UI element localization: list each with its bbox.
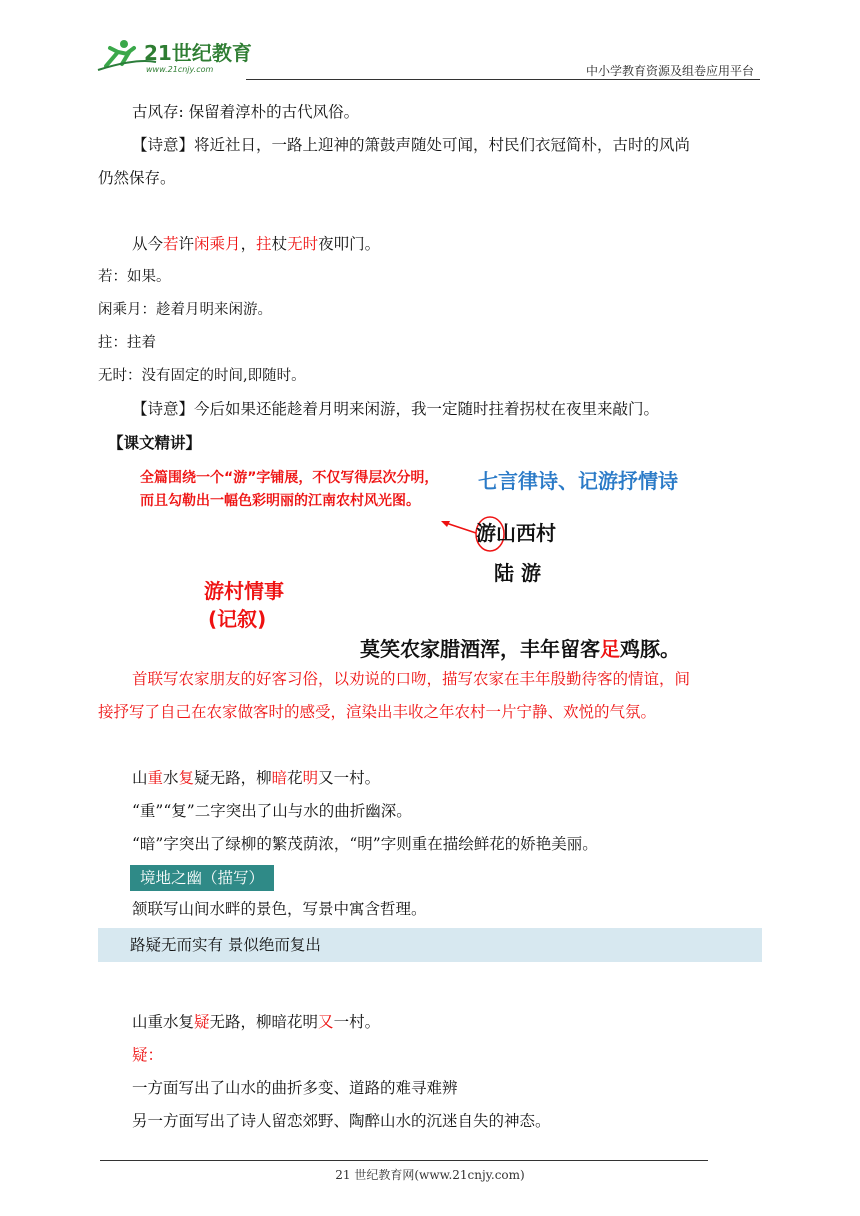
arrow-line (446, 523, 476, 533)
comment-2: “暗”字突出了绿柳的繁茂荫浓，“明”字则重在描绘鲜花的娇艳美丽。 (132, 835, 598, 853)
poem-meaning-1-cont: 仍然保存。 (98, 169, 176, 187)
verse-line-2: 山重水复疑无路，柳暗花明又一村。 (132, 769, 381, 787)
comment-1: “重”“复”二字突出了山与水的曲折幽深。 (132, 802, 412, 820)
yi-explain-1: 一方面写出了山水的曲折多变、道路的难寻难辨 (132, 1079, 458, 1097)
comment-3: 颔联写山间水畔的景色，写景中寓含哲理。 (132, 900, 427, 918)
poem-meaning-1: 【诗意】将近社日，一路上迎神的箫鼓声随处可闻，村民们衣冠简朴，古时的风尚 (132, 136, 691, 154)
analysis-red-1: 首联写农家朋友的好客习俗，以劝说的口吻，描写农家在丰年殷勤待客的情谊，间 (132, 670, 691, 688)
gloss-zhu: 拄：拄着 (98, 335, 156, 351)
figure-title: 七言律诗、记游抒情诗 (478, 469, 678, 493)
gloss-gufengcun: 古风存: 保留着淳朴的古代风俗。 (132, 103, 360, 121)
document-body (98, 96, 762, 1138)
svg-text:www.21cnjy.com: www.21cnjy.com (146, 65, 214, 74)
figure-label: 游村情事 (204, 579, 284, 603)
poem-title: 游山西村 (476, 521, 556, 545)
analysis-red-2: 接抒写了自己在农家做客时的感受，渲染出丰收之年农村一片宁静、欢悦的气氛。 (98, 703, 657, 721)
footer-divider (100, 1160, 708, 1161)
svg-text:21世纪教育: 21世纪教育 (144, 41, 252, 65)
gloss-wushi: 无时：没有固定的时间,即随时。 (98, 368, 306, 384)
analysis-figure (98, 465, 762, 663)
highlight-bar: 路疑无而实有 景似绝而复出 (98, 928, 762, 962)
platform-name: 中小学教育资源及组卷应用平台 (585, 64, 754, 78)
site-logo (96, 36, 296, 76)
page-header (96, 30, 760, 80)
scene-tag: 境地之幽（描写） (130, 865, 274, 891)
yi-explain-2: 另一方面写出了诗人留恋郊野、陶醉山水的沉迷自失的神态。 (132, 1112, 551, 1130)
label-yi: 疑： (132, 1046, 164, 1064)
gloss-ruo: 若：如果。 (98, 269, 171, 285)
verse-line-4: 从今若许闲乘月，拄杖无时夜叩门。 (132, 235, 381, 253)
poem-meaning-2: 【诗意】今后如果还能趁着月明来闲游，我一定随时拄着拐杖在夜里来敲门。 (132, 400, 660, 418)
figure-note: 全篇围绕一个“游”字铺展，不仅写得层次分明，而且勾勒出一幅色彩明丽的江南农村风光图。 (140, 470, 439, 509)
poem-author: 陆 游 (494, 561, 541, 585)
verse-line-3: 山重水复疑无路，柳暗花明又一村。 (132, 1013, 381, 1031)
section-heading: 【课文精讲】 (108, 433, 202, 452)
header-divider (246, 79, 760, 80)
gloss-xianchengyue: 闲乘月：趁着月明来闲游。 (98, 302, 272, 318)
page-footer: 21 世纪教育网(www.21cnjy.com) (335, 1168, 525, 1182)
figure-verse: 莫笑农家腊酒浑，丰年留客足鸡豚。 (360, 637, 680, 661)
figure-label-sub: (记叙) (208, 607, 267, 631)
